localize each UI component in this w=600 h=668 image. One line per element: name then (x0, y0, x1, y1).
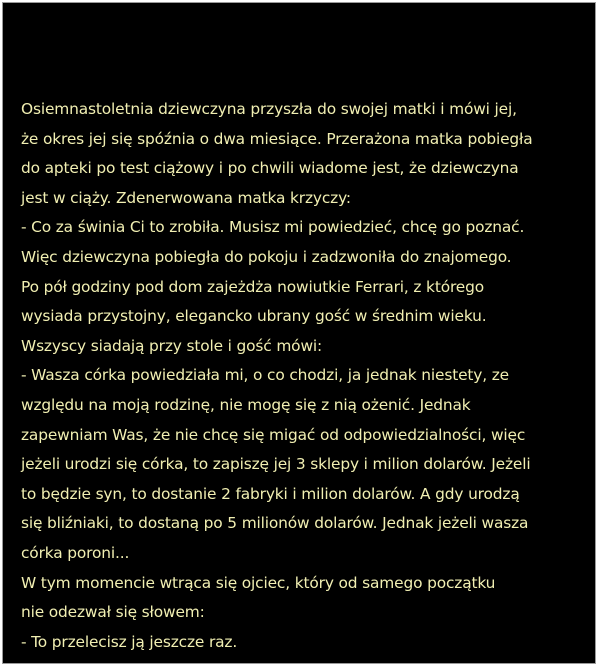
story-text (21, 95, 591, 657)
story-line: Więc dziewczyna pobiegła do pokoju i zadzwoniła do znajomego. (21, 247, 512, 266)
story-line: córka poroni... (21, 543, 130, 562)
story-line: W tym momencie wtrąca się ojciec, który od samego początku (21, 573, 496, 592)
story-line: - To przelecisz ją jeszcze raz. (21, 632, 238, 651)
story-line: wysiada przystojny, elegancko ubrany gość w średnim wieku. (21, 307, 487, 326)
story-line: że okres jej się spóźnia o dwa miesiące. Przerażona matka pobiegła (21, 129, 533, 148)
story-line: względu na moją rodzinę, nie mogę się z nią ożenić. Jednak (21, 395, 471, 414)
story-line: do apteki po test ciążowy i po chwili wiadome jest, że dziewczyna (21, 159, 519, 178)
story-line: Po pół godziny pod dom zajeżdża nowiutkie Ferrari, z którego (21, 277, 485, 296)
story-panel (2, 2, 596, 664)
story-line: się bliźniaki, to dostaną po 5 milionów dolarów. Jednak jeżeli wasza (21, 514, 529, 533)
story-line: jeżeli urodzi się córka, to zapiszę jej 3 sklepy i milion dolarów. Jeżeli (21, 455, 531, 474)
story-line: jest w ciąży. Zdenerwowana matka krzyczy: (21, 188, 351, 207)
story-line: - Co za świnia Ci to zrobiła. Musisz mi powiedzieć, chcę go poznać. (21, 218, 525, 237)
story-line: Wszyscy siadają przy stole i gość mówi: (21, 336, 323, 355)
story-line: Osiemnastoletnia dziewczyna przyszła do swojej matki i mówi jej, (21, 100, 517, 118)
story-line: nie odezwał się słowem: (21, 603, 205, 622)
story-line: - Wasza córka powiedziała mi, o co chodzi, ja jednak niestety, ze (21, 366, 509, 385)
story-line: to będzie syn, to dostanie 2 fabryki i milion dolarów. A gdy urodzą (21, 484, 520, 503)
story-line: zapewniam Was, że nie chcę się migać od odpowiedzialności, więc (21, 425, 526, 444)
